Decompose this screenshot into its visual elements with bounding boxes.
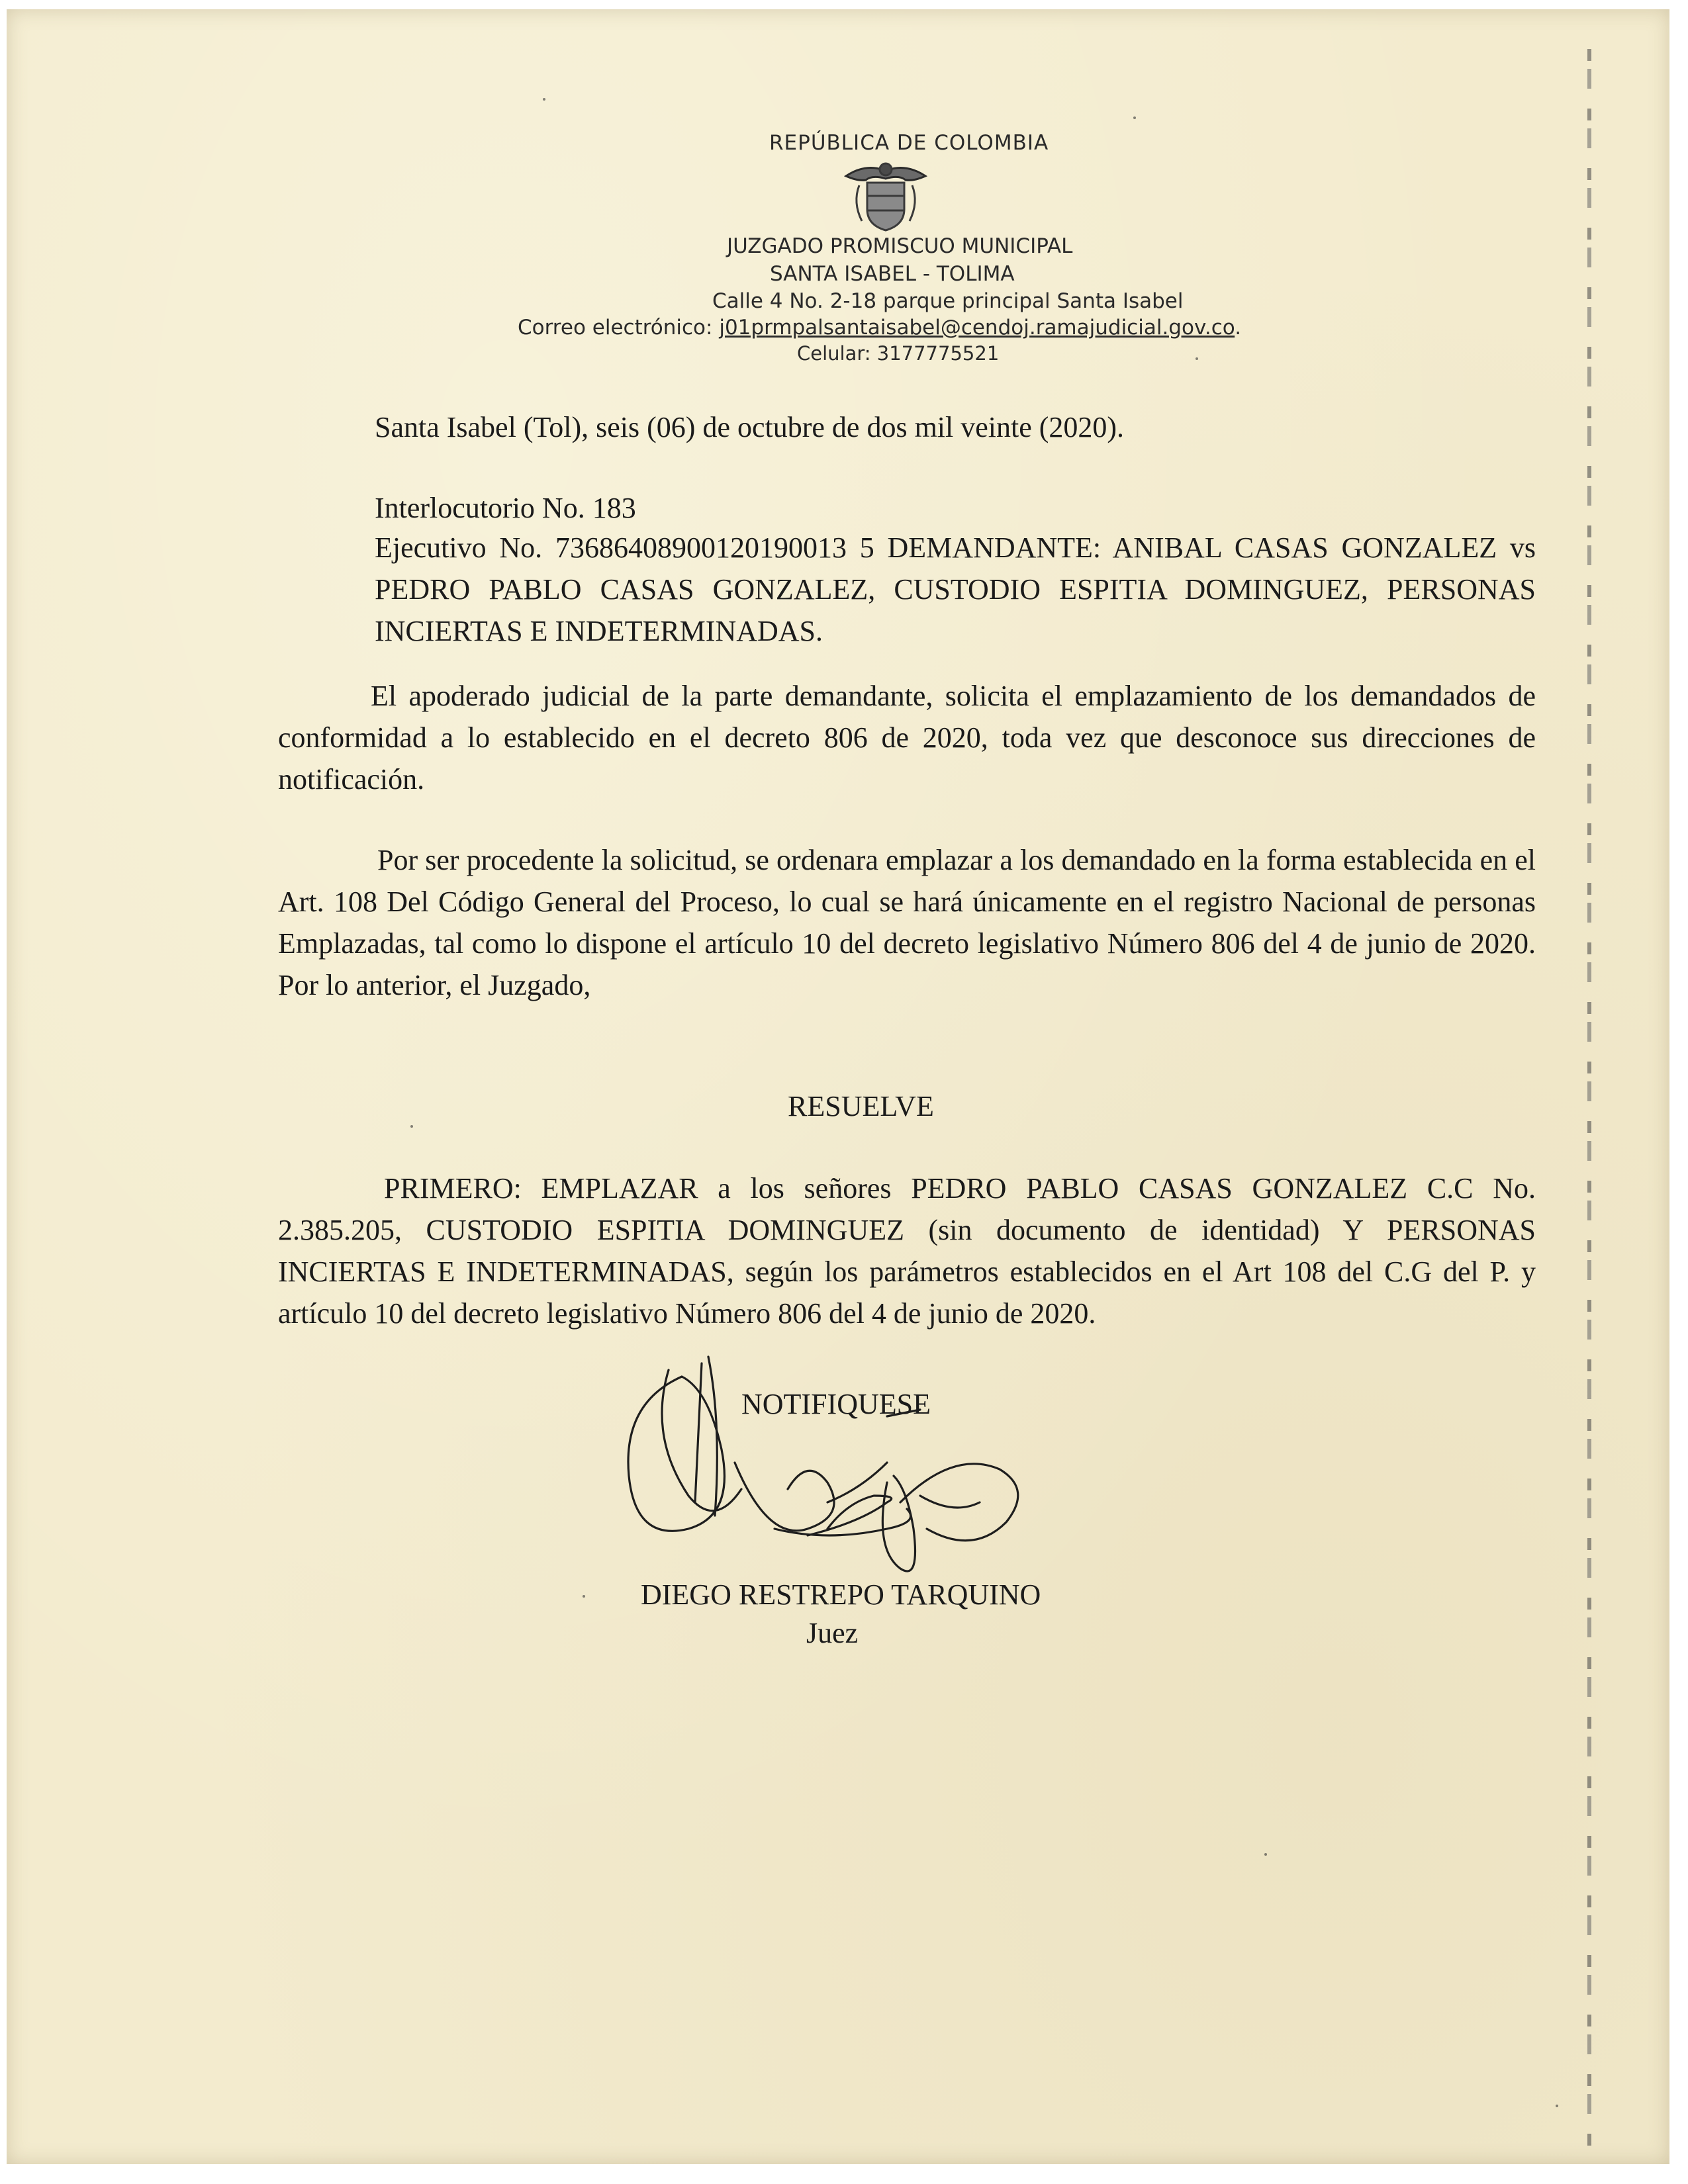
primero-paragraph: PRIMERO: EMPLAZAR a los señores PEDRO PABLO CASAS GONZALEZ C.C No. 2.385.205, CUSTODIO ESPITIA DOMINGUEZ (sin documento de identidad) Y PERSONAS INCIERTAS E INDETERMINADAS, según los parámetros establecidos en el Art 108 del C.G del P. y artículo 10 del decreto legislativo Número 806 del 4 de junio de 2020. <box>278 1172 1536 1330</box>
firmante-name: DIEGO RESTREPO TARQUINO <box>641 1578 1041 1611</box>
correo-email-link[interactable]: j01prmpalsantaisabel@cendoj.ramajudicial.gov.co <box>719 316 1235 340</box>
header-juzgado: JUZGADO PROMISCUO MUNICIPAL <box>727 234 1073 258</box>
speck <box>1556 2105 1558 2107</box>
header-direccion: Calle 4 No. 2-18 parque principal Santa Isabel <box>712 289 1184 313</box>
firmante-cargo: Juez <box>806 1617 859 1649</box>
speck <box>410 1125 413 1128</box>
fecha-line: Santa Isabel (Tol), seis (06) de octubre de dos mil veinte (2020). <box>375 411 1125 443</box>
speck <box>1264 1853 1267 1856</box>
header-republica: REPÚBLICA DE COLOMBIA <box>769 131 1049 155</box>
interlocutorio-line: Interlocutorio No. 183 <box>375 492 636 524</box>
header-celular: Celular: 3177775521 <box>797 342 1000 365</box>
procedente-paragraph: Por ser procedente la solicitud, se ordenara emplazar a los demandado en la forma establecida en el Art. 108 Del Código General del Proceso, lo cual se hará únicamente en el registro Nacional de personas Emplazadas, tal como lo dispone el artículo 10 del decreto legislativo Número 806 del 4 de junio de 2020. Por lo anterior, el Juzgado, <box>278 844 1536 1001</box>
ejecutivo-paragraph: Ejecutivo No. 73686408900120190013 5 DEMANDANTE: ANIBAL CASAS GONZALEZ vs PEDRO PABLO CASAS GONZALEZ, CUSTODIO ESPITIA DOMINGUEZ, PERSONAS INCIERTAS E INDETERMINADAS. <box>375 531 1536 647</box>
speck <box>1133 116 1136 119</box>
resuelve-heading: RESUELVE <box>788 1090 934 1122</box>
notifiquese-line: NOTIFIQUESE <box>741 1388 931 1420</box>
header-ciudad: SANTA ISABEL - TOLIMA <box>770 262 1015 286</box>
correo-suffix: . <box>1235 316 1242 340</box>
speck <box>583 1595 585 1598</box>
colombia-coat-of-arms-icon <box>839 156 932 234</box>
speck <box>1196 357 1198 360</box>
speck <box>543 98 545 101</box>
header-correo <box>518 316 1241 340</box>
apoderado-paragraph: El apoderado judicial de la parte demandante, solicita el emplazamiento de los demandados de conformidad a lo establecido en el decreto 806 de 2020, toda vez que desconoce sus direcciones de notificación. <box>278 680 1536 796</box>
correo-label: Correo electrónico: <box>518 316 720 340</box>
scan-edge-line <box>1587 49 1591 2154</box>
